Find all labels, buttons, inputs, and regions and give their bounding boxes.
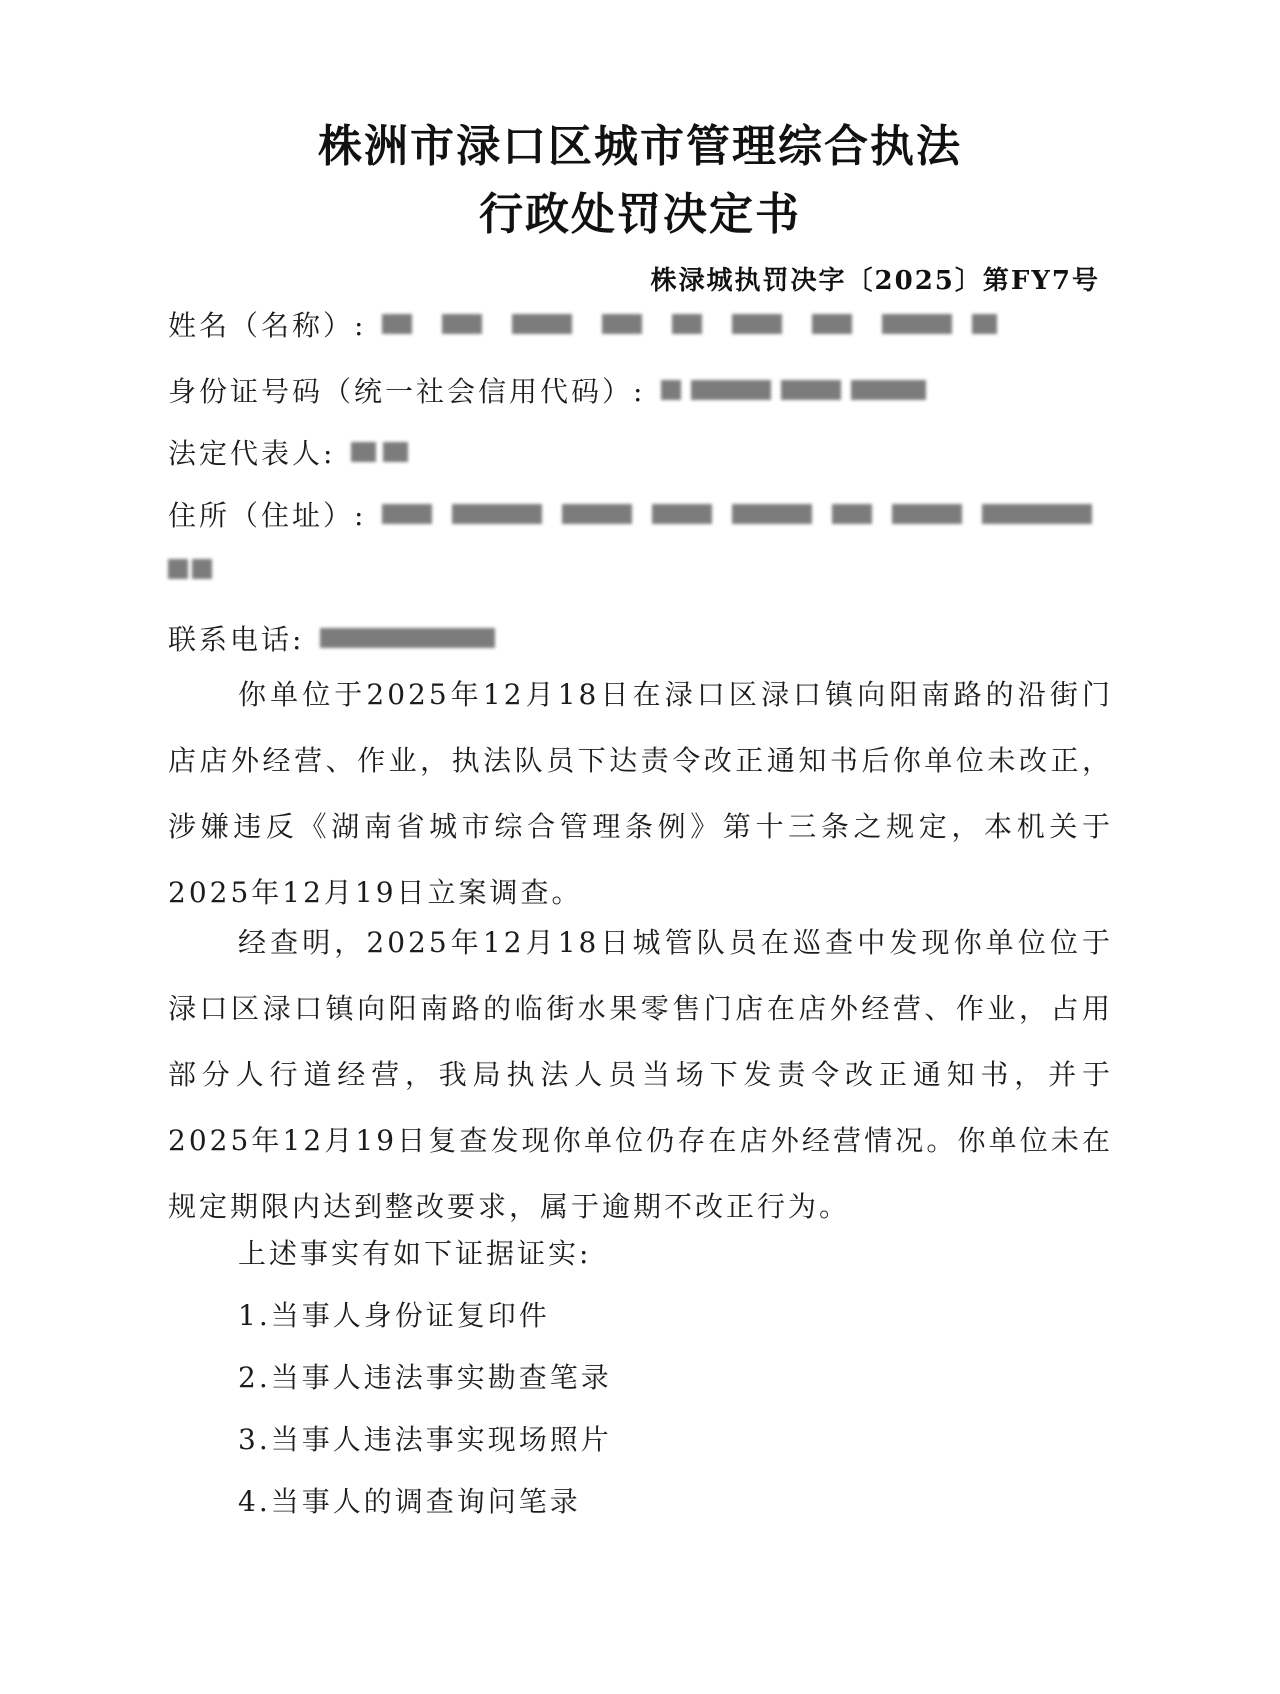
findings-paragraph: 经查明，2025年12月18日城管队员在巡查中发现你单位位于渌口区渌口镇向阳南路的临街水果零售门店在店外经营、作业，占用部分人行道经营，我局执法人员当场下发责令改正通知书，并于2025年12月19日复查发现你单位仍存在店外经营情况。你单位未在规定期限内达到整改要求，属于逾期不改正行为。: [168, 926, 1113, 1223]
id-number-field: [168, 370, 931, 410]
id-number-redacted: [661, 377, 931, 403]
address-label: 住所（住址）:: [168, 499, 367, 532]
document-title-line2: 行政处罚决定书: [479, 189, 801, 240]
case-paragraph: 你单位于2025年12月18日在渌口区渌口镇向阳南路的沿街门店店外经营、作业，执法队员下达责令改正通知书后你单位未改正，涉嫌违反《湖南省城市综合管理条例》第十三条之规定，本机关于2025年12月19日立案调查。: [168, 678, 1113, 909]
id-number-label: 身份证号码（统一社会信用代码）:: [168, 375, 646, 408]
address-field: [168, 494, 1102, 534]
legal-rep-label: 法定代表人:: [168, 437, 336, 470]
evidence-item: 4.当事人的调查询问笔录: [238, 1485, 581, 1518]
evidence-item: 3.当事人违法事实现场照片: [238, 1423, 612, 1456]
phone-field: [168, 618, 495, 658]
phone-redacted: [320, 625, 495, 651]
document-title-line1: 株洲市渌口区城市管理综合执法: [318, 121, 962, 172]
evidence-item: 2.当事人违法事实勘查笔录: [238, 1361, 612, 1394]
legal-rep-field: [168, 432, 411, 472]
address-continuation: [168, 556, 213, 582]
legal-rep-redacted: [351, 439, 411, 465]
phone-label: 联系电话:: [168, 623, 305, 656]
name-field: [168, 304, 1002, 344]
address-redacted-continuation: [168, 556, 213, 582]
address-redacted: [382, 501, 1102, 527]
name-label: 姓名（名称）:: [168, 309, 367, 342]
document-number: 株渌城执罚决字〔2025〕第FY7号: [650, 266, 1100, 296]
name-redacted: [382, 311, 1002, 337]
evidence-item: 1.当事人身份证复印件: [238, 1299, 550, 1332]
evidence-intro: 上述事实有如下证据证实:: [238, 1237, 592, 1270]
